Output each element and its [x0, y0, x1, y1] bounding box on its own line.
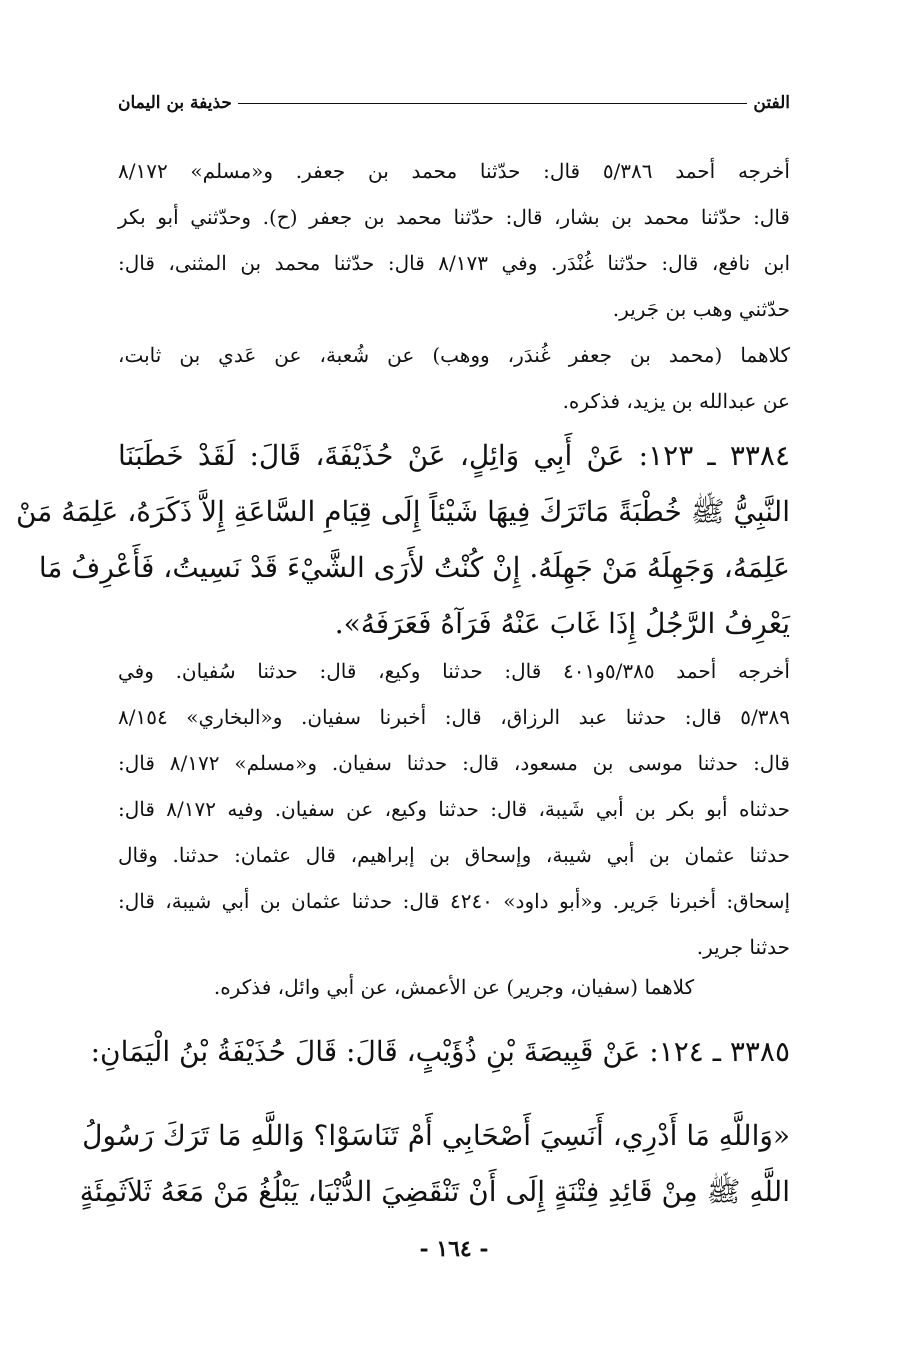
text-line: حدثنا عثمان بن أبي شيبة، وإسحاق بن إبراهيم، قال عثمان: حدثنا. وقال [118, 843, 790, 867]
text-line: حدثناه أبو بكر بن أبي شَيبة، قال: حدثنا وكيع، عن سفيان. وفيه ٨/١٧٢ قال: [118, 797, 790, 821]
text-line: حدّثني وهب بن جَرير. [612, 297, 790, 321]
hadith-line: ٣٣٨٤ ـ ١٢٣: عَنْ أَبِي وَائِلٍ، عَنْ حُذَيْفَةَ، قَالَ: لَقَدْ خَطَبَنَا [118, 439, 790, 472]
text-line: أخرجه أحمد ٥/٣٨٥و٤٠١ قال: حدثنا وكيع، قال: حدثنا سُفيان. وفي [118, 659, 790, 683]
header-section: حذيفة بن اليمان [118, 93, 232, 113]
takhrij-note-2 [118, 648, 790, 970]
text-line: قال: حدّثنا محمد بن بشار، قال: حدّثنا محمد بن جعفر (ح). وحدّثني أبو بكر [118, 205, 790, 229]
chain-note-2 [118, 964, 790, 1010]
text-line: ٥/٣٨٩ قال: حدثنا عبد الرزاق، قال: أخبرنا سفيان. و«البخاري» ٨/١٥٤ [118, 705, 790, 729]
header-rule [238, 103, 748, 104]
hadith-line: عَلِمَهُ، وَجَهِلَهُ مَنْ جَهِلَهُ. إِنْ كُنْتُ لأَرَى الشَّيْءَ قَدْ نَسِيتُ، فَأَعْرِفُ مَا [38, 551, 790, 584]
text-line: ابن نافع، قال: حدّثنا غُنْدَر. وفي ٨/١٧٣ قال: حدّثنا محمد بن المثنى، قال: [118, 251, 790, 275]
hadith-line: «وَاللَّهِ مَا أَدْرِي، أَنَسِيَ أَصْحَابِي أَمْ تَنَاسَوْا؟ وَاللَّهِ مَا تَرَكَ رَسُولُ [82, 1119, 790, 1152]
running-header [118, 86, 790, 120]
hadith-3385-text [79, 1108, 790, 1220]
hadith-line: النَّبِيُّ ﷺ خُطْبَةً مَاتَرَكَ فِيهَا شَيْئاً إِلَى قِيَامِ السَّاعَةِ إِلاَّ ذَكَرَهُ، عَلِمَهُ مَنْ [15, 495, 790, 528]
takhrij-note-1 [118, 148, 790, 332]
hadith-3384 [15, 428, 790, 652]
chain-note-1 [118, 332, 790, 424]
hadith-line: يَعْرِفُ الرَّجُلُ إِذَا غَابَ عَنْهُ فَرَآهُ فَعَرَفَهُ». [334, 607, 790, 640]
header-chapter: الفتن [753, 93, 790, 113]
text-line: أخرجه أحمد ٥/٣٨٦ قال: حدّثنا محمد بن جعفر. و«مسلم» ٨/١٧٢ [118, 159, 790, 183]
hadith-line: اللَّهِ ﷺ مِنْ قَائِدِ فِتْنَةٍ إِلَى أَنْ تَنْقَضِيَ الدُّنْيَا، يَبْلُغُ مَنْ مَعَهُ ثَلاَثَمِئَةٍ [79, 1175, 790, 1208]
hadith-line: ٣٣٨٥ ـ ١٢٤: عَنْ قَبِيصَةَ بْنِ ذُؤَيْبٍ، قَالَ: قَالَ حُذَيْفَةُ بْنُ الْيَمَانِ: [90, 1035, 790, 1068]
text-line: كلاهما (سفيان، وجرير) عن الأعمش، عن أبي وائل، فذكره. [213, 975, 695, 999]
text-line: كلاهما (محمد بن جعفر غُندَر، ووهب) عن شُعبة، عن عَدي بن ثابت، [118, 343, 790, 367]
text-line: حدثنا جرير. [696, 935, 790, 959]
text-line: قال: حدثنا موسى بن مسعود، قال: حدثنا سفيان. و«مسلم» ٨/١٧٢ قال: [118, 751, 790, 775]
text-line: إسحاق: أخبرنا جَرير. و«أبو داود» ٤٢٤٠ قال: حدثنا عثمان بن أبي شيبة، قال: [118, 889, 791, 913]
hadith-3385-heading [90, 1024, 790, 1080]
text-line: عن عبدالله بن يزيد، فذكره. [562, 389, 790, 413]
page-number: - ١٦٤ - [419, 1236, 489, 1262]
